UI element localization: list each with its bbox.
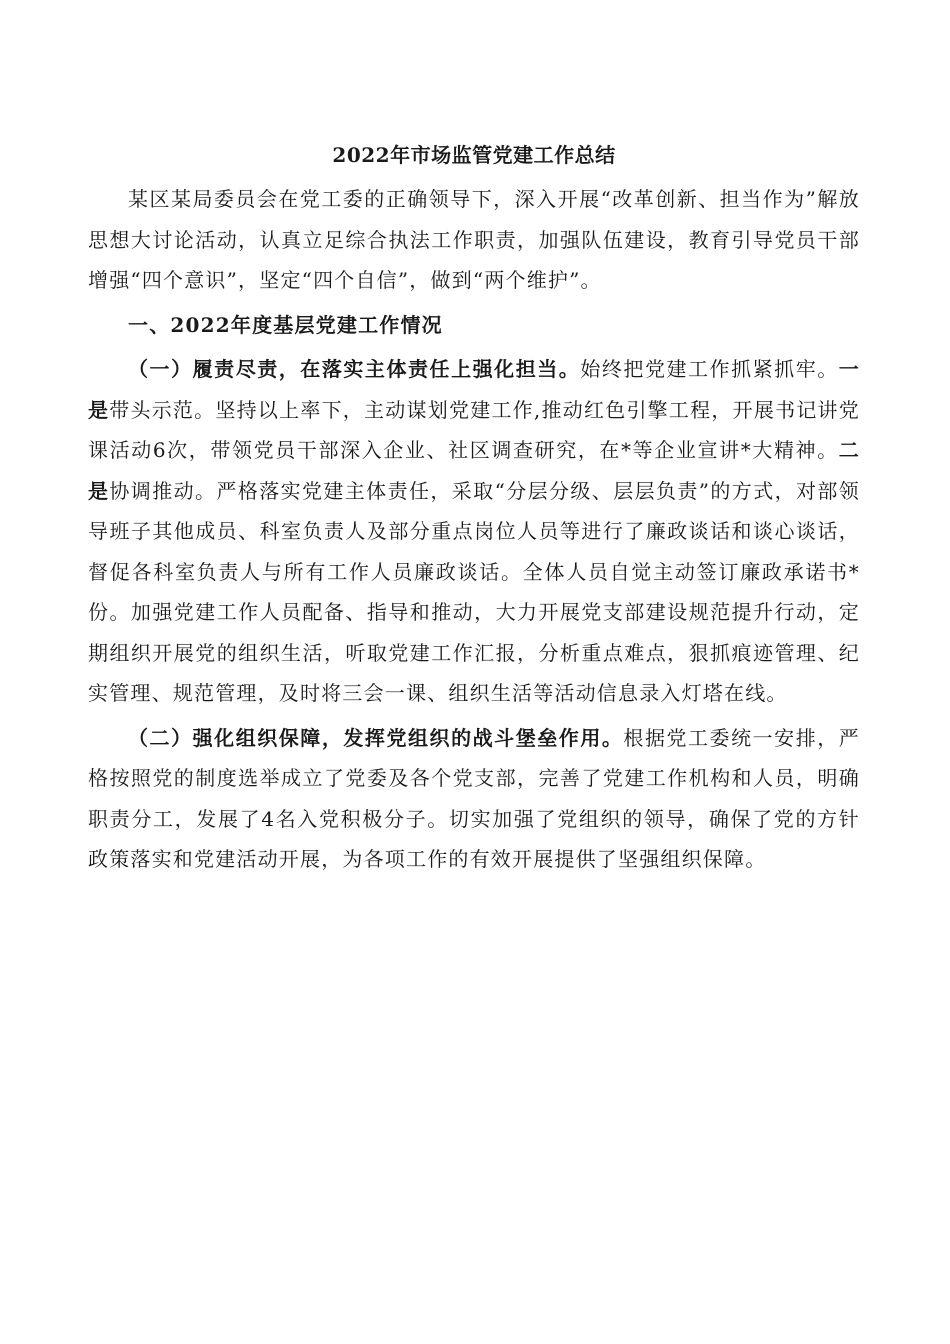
intro-paragraph: 某区某局委员会在党工委的正确领导下，深入开展“改革创新、担当作为”解放思想大讨论活动，认真立足综合执法工作职责，加强队伍建设，教育引导党员干部增强“四个意识”，坚定“四个自信”，做到“两个维护”。 (88, 187, 860, 292)
subsection-2-heading: （二）强化组织保障，发挥党组织的战斗堡垒作用。 (128, 725, 624, 750)
subsection-2-text: 根据党工委统一安排，严格按照党的制度选举成立了党委及各个党支部，完善了党建工作机构和人员，明确职责分工，发展了4名入党积极分子。切实加强了党组织的领导，确保了党的方针政策落实和党建活动开展，为各项工作的有效开展提供了坚强组织保障。 (88, 725, 860, 871)
document-body (88, 135, 860, 884)
subsection-2-paragraph (88, 718, 860, 880)
subsection-1-text-b: 带头示范。坚持以上率下，主动谋划党建工作,推动红色引擎工程，开展书记讲党课活动6次，带领党员干部深入企业、社区调查研究，在*等企业宣讲*大精神。 (88, 397, 860, 462)
subsection-1-text-c: 协调推动。严格落实党建主体责任，采取“分层分级、层层负责”的方式，对部领导班子其他成员、科室负责人及部分重点岗位人员等进行了廉政谈话和谈心谈话，督促各科室负责人与所有工作人员廉政谈话。全体人员自觉主动签订廉政承诺书*份。加强党建工作人员配备、指导和推动，大力开展党支部建设规范提升行动，定期组织开展党的组织生活，听取党建工作汇报，分析重点难点，狠抓痕迹管理、纪实管理、规范管理，及时将三会一课、组织生活等活动信息录入灯塔在线。 (88, 478, 860, 705)
subsection-1-text-a: 始终把党建工作抓紧抓牢。 (580, 357, 839, 381)
section-heading: 一、2022年度基层党建工作情况 (128, 312, 443, 337)
point-2-label: 二是 (88, 438, 860, 503)
document-title: 2022年市场监管党建工作总结 (332, 143, 616, 167)
subsection-1-heading: （一）履责尽责，在落实主体责任上强化担当。 (128, 357, 581, 381)
subsection-1-paragraph (88, 349, 860, 714)
point-1-label: 一是 (88, 357, 860, 422)
